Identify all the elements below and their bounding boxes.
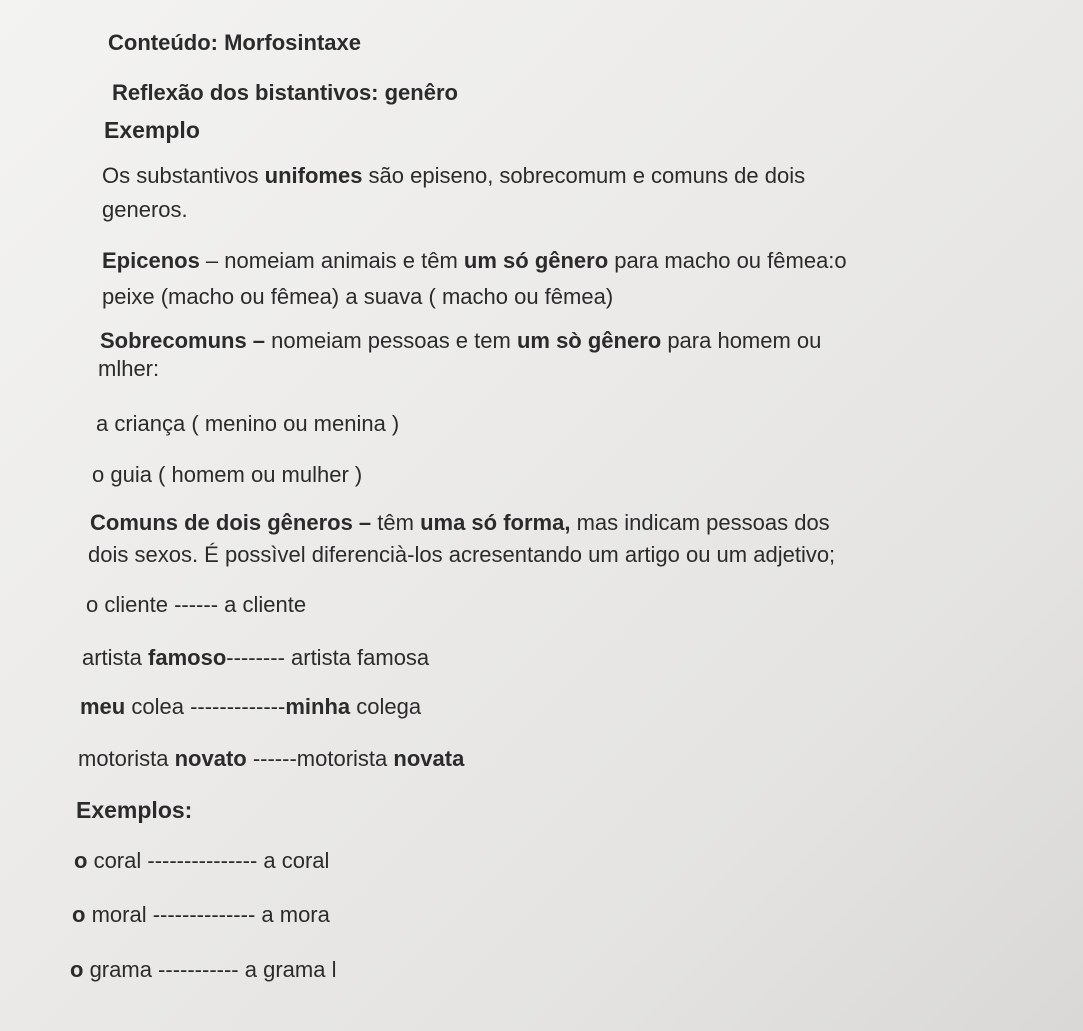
intro-line-2: generos.	[102, 197, 188, 222]
example-moral	[72, 902, 330, 928]
pair-left-bold: novato	[174, 746, 247, 771]
epicenos-text-c: para macho ou fêmea:o	[608, 248, 847, 273]
sobrecomuns-example-1: a criança ( menino ou menina )	[96, 411, 400, 436]
comuns-text-a: têm	[371, 510, 421, 535]
pair-right: artista famosa	[284, 645, 430, 670]
pair-artista	[82, 645, 429, 671]
pair-cliente	[86, 592, 306, 618]
pair-left: motorista	[78, 746, 175, 771]
pair-left: artista	[82, 645, 149, 670]
example-coral	[74, 848, 329, 874]
pair-left-bold: meu	[80, 694, 126, 719]
example-right: a grama l	[238, 957, 337, 982]
comuns-term: Comuns de dois gêneros –	[90, 510, 372, 535]
pair-left: colea	[125, 694, 191, 719]
example-dashes: ---------------	[147, 848, 258, 873]
sobrecomuns-term: Sobrecomuns –	[100, 328, 266, 353]
intro-line-1	[102, 163, 805, 189]
sobrecomuns-text-c: para homem ou	[661, 328, 822, 353]
example-article: o	[70, 957, 84, 982]
pair-left: o cliente	[86, 592, 175, 617]
pair-right: motorista	[296, 746, 394, 771]
sobrecomuns-text-a: nomeiam pessoas e tem	[265, 328, 517, 353]
pair-right-bold: minha	[285, 694, 351, 719]
example-right: a mora	[255, 902, 330, 927]
epicenos-line-1	[102, 248, 847, 274]
pair-right-bold: novata	[393, 746, 465, 771]
pair-dashes: --------	[226, 645, 285, 670]
epicenos-text-b: um só gênero	[463, 248, 609, 273]
example-dashes: --------------	[152, 902, 256, 927]
pair-dashes: -------------	[190, 694, 286, 719]
intro-text-b: unifomes	[264, 163, 363, 188]
example-grama	[70, 957, 336, 983]
example-left: grama	[83, 957, 159, 982]
sobrecomuns-line-2: mlher:	[98, 356, 160, 381]
sobrecomuns-example-2: o guia ( homem ou mulher )	[92, 462, 363, 487]
pair-right: a cliente	[218, 592, 307, 617]
pair-left-bold: famoso	[148, 645, 227, 670]
comuns-line-1	[90, 510, 830, 536]
comuns-text-b: uma só forma,	[420, 510, 571, 535]
pair-dashes: ------	[174, 592, 219, 617]
comuns-line-2: dois sexos. É possìvel diferencià-los acresentando um artigo ou um adjetivo;	[88, 542, 836, 567]
intro-text-c: são episeno, sobrecomum e comuns de dois	[362, 163, 806, 188]
reflection-heading: Reflexão dos bistantivos: genêro	[112, 80, 458, 105]
example-dashes: -----------	[158, 957, 239, 982]
pair-right: colega	[350, 694, 422, 719]
pair-dashes: ------	[246, 746, 297, 771]
epicenos-term: Epicenos	[102, 248, 200, 273]
sobrecomuns-text-b: um sò gênero	[516, 328, 662, 353]
intro-text-a: Os substantivos	[102, 163, 265, 188]
pair-motorista	[78, 746, 464, 772]
example-left: coral	[87, 848, 148, 873]
example-heading: Exemplo	[104, 117, 200, 143]
content-heading: Conteúdo: Morfosintaxe	[108, 30, 361, 55]
example-left: moral	[85, 902, 153, 927]
example-article: o	[72, 902, 86, 927]
example-article: o	[74, 848, 88, 873]
examples-heading: Exemplos:	[76, 797, 193, 823]
epicenos-line-2: peixe (macho ou fêmea) a suava ( macho ou fêmea)	[102, 284, 614, 309]
epicenos-text-a: – nomeiam animais e têm	[199, 248, 464, 273]
sobrecomuns-line-1	[100, 328, 821, 354]
example-right: a coral	[257, 848, 330, 873]
pair-colega	[80, 694, 421, 720]
comuns-text-c: mas indicam pessoas dos	[570, 510, 830, 535]
